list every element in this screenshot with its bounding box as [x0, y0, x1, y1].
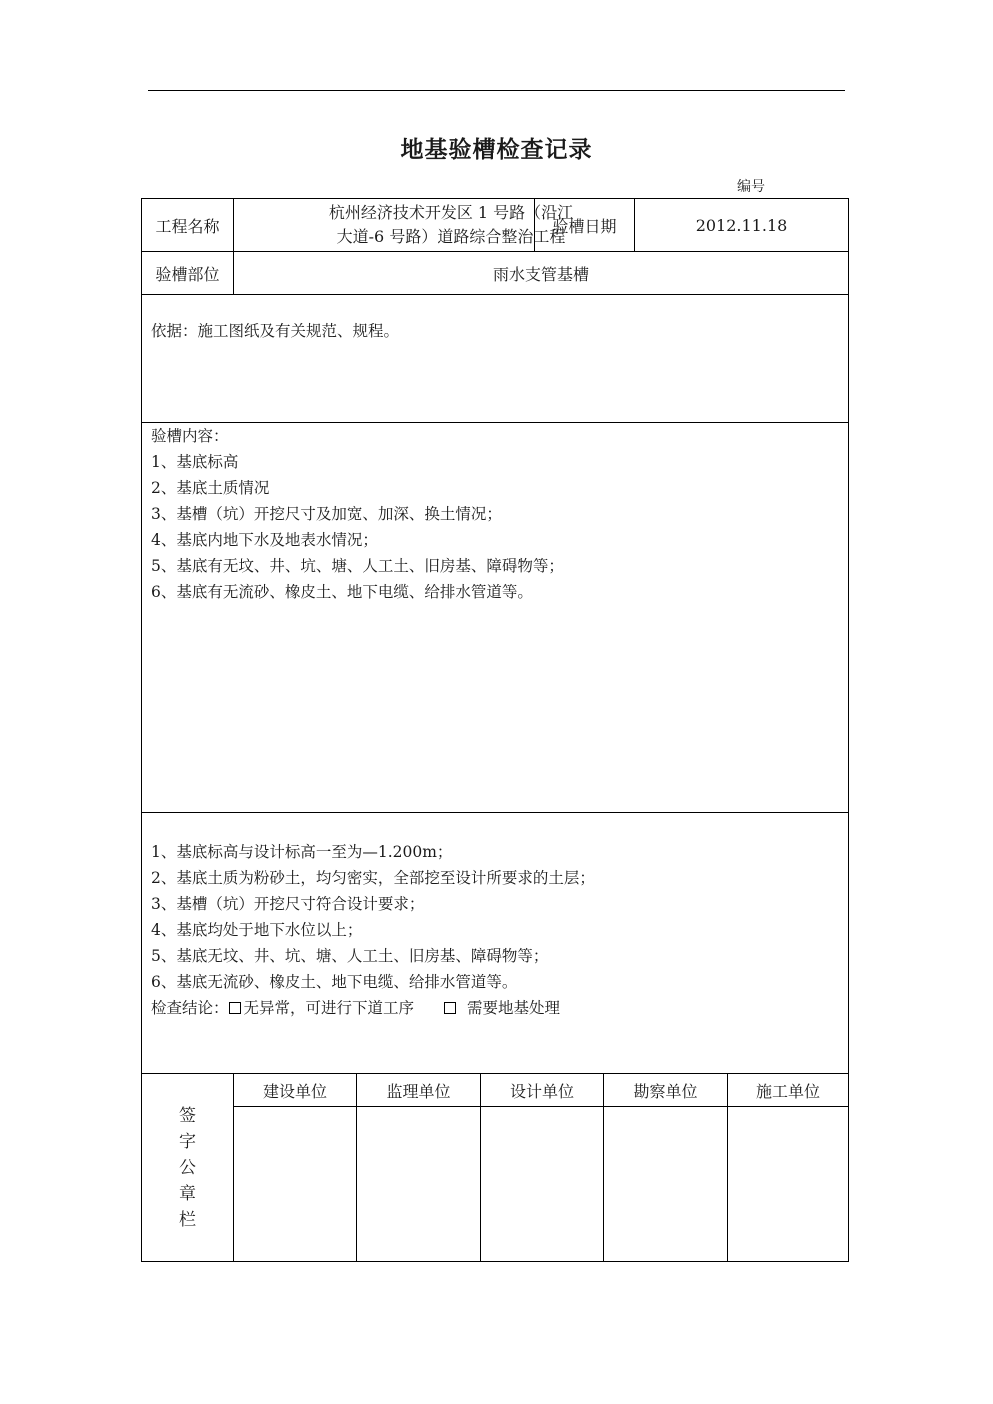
checkbox-no-anomaly[interactable]	[229, 1002, 241, 1014]
conclusion-label: 检查结论：	[151, 999, 229, 1017]
results-row	[142, 813, 848, 1074]
location-value: 雨水支管基槽	[233, 252, 848, 294]
result-item: 6、基底无流砂、橡皮土、地下电缆、给排水管道等。	[151, 973, 518, 991]
basis-text: 依据：施工图纸及有关规范、规程。	[151, 322, 400, 340]
location-label: 验槽部位	[155, 264, 220, 284]
inspection-date-label: 验槽日期	[534, 199, 634, 251]
signature-label-char: 签	[179, 1105, 196, 1126]
signature-row	[142, 1074, 848, 1261]
content-row	[142, 423, 848, 813]
conclusion-line	[151, 995, 595, 1021]
inspection-date-value: 2012.11.18	[634, 199, 848, 251]
basis-row	[142, 295, 848, 423]
project-name-label: 工程名称	[155, 216, 220, 236]
signature-label-char: 章	[179, 1183, 196, 1204]
signature-header: 建设单位	[234, 1074, 356, 1107]
content-item: 2、基底土质情况	[151, 479, 270, 497]
signature-column-supervision[interactable]	[356, 1074, 480, 1261]
result-item: 5、基底无坟、井、坑、塘、人工土、旧房基、障碍物等；	[151, 947, 549, 965]
signature-column-survey[interactable]	[603, 1074, 727, 1261]
signature-label-char: 栏	[179, 1209, 196, 1230]
project-name-line-1: 杭州经济技术开发区 1 号路（沿江	[328, 203, 574, 222]
result-item: 2、基底土质为粉砂土，均匀密实，全部挖至设计所要求的土层；	[151, 869, 595, 887]
signature-column-builder[interactable]	[727, 1074, 848, 1261]
option-needs-treatment: 需要地基处理	[467, 999, 561, 1017]
content-item: 3、基槽（坑）开挖尺寸及加宽、加深、换土情况；	[151, 505, 502, 523]
signature-header: 施工单位	[728, 1074, 848, 1107]
signature-column-design[interactable]	[480, 1074, 603, 1261]
inspection-form	[141, 198, 849, 1262]
content-item: 1、基底标高	[151, 453, 239, 471]
header-rule	[148, 90, 845, 91]
result-item: 4、基底均处于地下水位以上；	[151, 921, 363, 939]
number-label: 编号	[737, 179, 765, 195]
content-item: 4、基底内地下水及地表水情况；	[151, 531, 378, 549]
location-row	[142, 252, 848, 295]
option-no-anomaly: 无异常，可进行下道工序	[243, 999, 415, 1017]
signature-column-construction[interactable]	[233, 1074, 356, 1261]
content-list	[151, 423, 564, 605]
content-item: 5、基底有无坟、井、坑、塘、人工土、旧房基、障碍物等；	[151, 557, 564, 575]
signature-header: 勘察单位	[604, 1074, 727, 1107]
signature-header: 监理单位	[357, 1074, 480, 1107]
project-row	[142, 199, 848, 252]
page-title: 地基验槽检查记录	[400, 136, 593, 163]
result-item: 1、基底标高与设计标高一至为—1.200m；	[151, 843, 453, 861]
signature-header: 设计单位	[481, 1074, 603, 1107]
content-heading: 验槽内容：	[151, 427, 229, 445]
content-item: 6、基底有无流砂、橡皮土、地下电缆、给排水管道等。	[151, 583, 533, 601]
signature-label-char: 字	[179, 1131, 196, 1152]
signature-label-char: 公	[179, 1157, 196, 1178]
signature-label	[142, 1074, 233, 1261]
result-item: 3、基槽（坑）开挖尺寸符合设计要求；	[151, 895, 425, 913]
results-list	[151, 839, 595, 1021]
project-name-line-2: 大道-6 号路）道路综合整治工程	[336, 227, 566, 246]
checkbox-needs-treatment[interactable]	[444, 1002, 456, 1014]
